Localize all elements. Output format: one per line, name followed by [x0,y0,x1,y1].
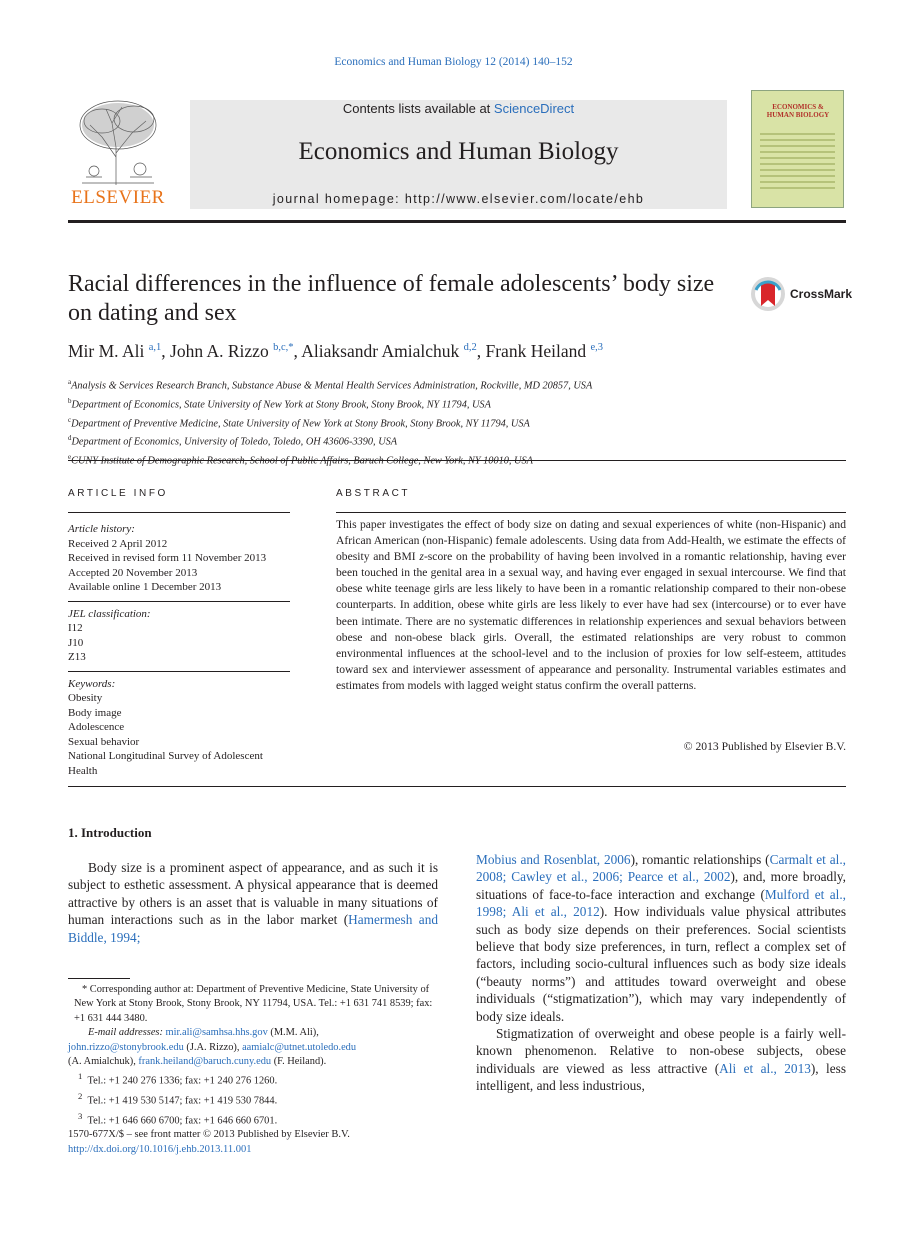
keyword: Sexual behavior [68,735,140,748]
elsevier-wordmark: ELSEVIER [71,187,165,208]
cover-decoration [752,129,843,193]
footnotes [68,983,438,1129]
article-title: Racial differences in the influence of female adolescents’ body size on dating and sex [68,271,715,326]
article-info-heading: ARTICLE INFO [68,488,168,499]
intro-text: ), romantic relationships ( [630,852,770,867]
email-link-rizzo[interactable]: john.rizzo@stonybrook.edu [68,1041,184,1053]
telephone-note [68,1109,438,1129]
history-item: Accepted 20 November 2013 [68,566,198,579]
history-item: Received 2 April 2012 [68,537,168,550]
keywords [68,677,290,785]
email-owner: (M.M. Ali), [267,1027,319,1039]
elsevier-tree-icon [72,97,164,187]
jel-label: JEL classification: [68,607,151,620]
header-divider [68,460,846,461]
article-info [68,522,290,789]
keyword: Body image [68,706,122,719]
footnote-text: Tel.: +1 419 530 5147; fax: +1 419 530 7844. [87,1095,278,1107]
affiliation-text: Department of Economics, State University of New York at Stony Brook, Stony Brook, NY 11794, USA [71,399,491,411]
affiliation-list [68,375,848,469]
email-label: E-mail addresses: [88,1027,163,1039]
journal-name: Economics and Human Biology [298,138,619,165]
corresponding-author-note: * Corresponding author at: Department of Preventive Medicine, State University of New York at Stony Brook, Stony Brook, NY 11794, USA. Tel.: +1 631 741 8539; fax: +1 631 444 3480. [74,984,433,1024]
intro-left-column [68,859,438,946]
email-addresses [68,1026,438,1040]
affiliation-line [68,375,848,394]
jel-code: Z13 [68,651,86,663]
telephone-note [68,1069,438,1089]
citation-link[interactable]: Mobius and Rosenblat, 2006 [476,852,631,867]
author-affiliation-marker[interactable]: d,2 [463,342,477,354]
abstract-text [336,517,846,694]
intro-text: Body size is a prominent aspect of appearance, and as such it is subject to esthetic assessment. A physical appearance that is deemed attractive by others is an asset that is valuable in many situations of human interactions such as in the labor market ( [68,860,438,928]
author-affiliation-marker[interactable]: e,3 [590,342,604,354]
abstract-part2: -score on the probability of having been involved in a romantic relationship, having ever been touched in the genital area in a sexual way, and having ever engaged in sexual intercourse. We find that obese white teenage girls are less likely to have been in a romantic relationship compared to their non-obese counterparts. In addition, obese white girls are less likely to ever have had sex (intercourse) or to ever have been intimate. There are no systematic differences in relationship experiences and sexual behaviors between obese and non-obese black girls. Overall, the estimated relationships are very robust to common environmental influences at the school-level and to the inclusion of proxies for low self-esteem, attitudes toward sex and interviewer assessment of appearance and personality. Instrumental variables estimates and estimates from models with lagged weight status confirm the overall patterns. [336,550,846,692]
citation-link[interactable]: Mulford et al., 1998; Ali et al., 2012 [476,886,846,920]
jel-code: J10 [68,636,84,649]
author-name[interactable]: John A. Rizzo [170,341,269,361]
email-link-ali[interactable]: mir.ali@samhsa.hhs.gov [165,1027,268,1039]
email-owner: (A. Amialchuk), [68,1056,139,1068]
footnote-marker: 3 [78,1111,83,1122]
intro-paragraph-1-cont [476,851,846,1025]
contents-line [190,100,727,116]
intro-right-column [476,851,846,1095]
sciencedirect-link[interactable]: ScienceDirect [493,101,575,116]
telephone-note [68,1089,438,1109]
doi-link[interactable]: http://dx.doi.org/10.1016/j.ehb.2013.11.001 [68,1143,252,1155]
affiliation-text: Department of Preventive Medicine, State University of New York at Stony Brook, Stony Brook, NY 11794, USA [71,418,530,430]
crossmark-label: CrossMark [790,287,853,301]
keywords-label: Keywords: [68,677,116,690]
jel-list [68,621,290,665]
footnote-marker: 2 [78,1091,83,1102]
intro-text: ), less intelligent, and less industrious, [476,1060,846,1094]
introduction-heading: 1. Introduction [68,825,152,840]
jel-classification [68,607,290,672]
affiliation-text: Department of Economics, University of Toledo, Toledo, OH 43606-3390, USA [71,436,398,448]
jel-code: I12 [68,622,83,634]
intro-text: ), and, more broadly, situations of face-to-face interaction and exchange ( [476,869,846,902]
author-name[interactable]: Mir M. Ali [68,341,145,361]
keywords-list [68,691,290,778]
issn-line: 1570-677X/$ – see front matter © 2013 Published by Elsevier B.V. [68,1129,350,1140]
affiliation-marker: b [68,396,72,405]
front-matter [68,1128,468,1157]
article-history [68,522,290,602]
affiliation-text: CUNY Institute of Demographic Research, School of Public Affairs, Baruch College, New York, NY 10010, USA [71,455,533,467]
citation-link[interactable]: Ali et al., 2013 [719,1060,811,1076]
contents-prefix: Contents lists available at [342,101,491,116]
author-affiliation-marker[interactable]: a,1 [148,342,162,354]
history-item: Received in revised form 11 November 2013 [68,552,267,564]
crossmark-badge[interactable] [750,276,853,312]
masthead-rule [68,220,846,223]
author-list: Mir M. Ali $^{a,1}$, John A. Rizzo $^{b,c,*}$, Aliaksandr Amialchuk $^{d,2}$, Frank Heiland $^{e,3}$ [68,341,604,361]
article-info-rule [68,512,290,513]
abstract-copyright: © 2013 Published by Elsevier B.V. [683,740,846,753]
cover-title-line1: ECONOMICS & [772,103,824,111]
history-item: Available online 1 December 2013 [68,581,222,593]
abstract-heading: ABSTRACT [336,488,411,499]
affiliation-line [68,413,848,432]
affiliation-line [68,394,848,413]
crossmark-icon [750,276,786,312]
author-name[interactable]: Aliaksandr Amialchuk [301,341,460,361]
email-link-heiland[interactable]: frank.heiland@baruch.cuny.edu [138,1056,272,1068]
footnote-text: Tel.: +1 646 660 6700; fax: +1 646 660 6701. [87,1115,278,1127]
affiliation-marker: e [68,453,72,462]
footnote-marker: 1 [78,1071,83,1082]
email-addresses-cont2 [68,1055,438,1069]
abstract-part1: This paper investigates the effect of body size on dating and sexual experiences of white (non-Hispanic) and African American (non-Hispanic) female adolescents. Using data from Add-Health, we estimate the effects of obesity and BMI [336,518,846,564]
journal-masthead [190,100,727,209]
article-history-list [68,537,290,595]
article-history-label: Article history: [68,523,135,535]
affiliation-line [68,431,848,450]
telephone-notes [68,1069,438,1129]
keyword: Obesity [68,692,103,704]
abstract-divider [68,786,846,787]
journal-citation[interactable]: Economics and Human Biology 12 (2014) 140–152 [334,56,573,68]
cover-title-line2: HUMAN BIOLOGY [766,111,830,119]
affiliation-marker: a [68,378,72,386]
keyword: National Longitudinal Survey of Adolescent Health [68,750,263,777]
intro-paragraph-2 [476,1025,846,1095]
intro-paragraph-1 [68,859,438,946]
abstract-rule [336,512,846,513]
journal-cover-thumbnail[interactable] [751,90,844,208]
abstract-italic: z [419,550,424,564]
email-owner: (F. Heiland). [271,1056,327,1068]
cover-title [758,103,838,119]
journal-homepage[interactable]: journal homepage: http://www.elsevier.com/locate/ehb [272,192,645,206]
affiliation-marker: c [68,415,72,424]
email-owner: (J.A. Rizzo), [183,1041,243,1053]
elsevier-logo[interactable] [68,95,168,213]
email-link-amialchuk[interactable]: aamialc@utnet.utoledo.edu [242,1041,357,1053]
affiliation-text: Analysis & Services Research Branch, Substance Abuse & Mental Health Services Administration, Rockville, MD 20857, USA [71,380,593,392]
intro-text: ). How individuals value physical attributes such as body size depends on their preferences. Social scientists believe that body size preferences, in turn, reflect a complex set of factors, including socio-cultural influences such as body size ideals (“beauty norms”) and attitudes toward overweight and obese individuals (“stigmatization”), which may vary independently of body size ideals. [476,904,846,1024]
footnote-text: Tel.: +1 240 276 1336; fax: +1 240 276 1260. [87,1075,278,1087]
footnote-rule [68,978,130,979]
author-affiliation-marker[interactable]: b,c,* [273,342,294,354]
affiliation-marker: d [68,434,72,443]
keyword: Adolescence [68,721,125,733]
author-name[interactable]: Frank Heiland [485,341,587,361]
email-addresses-cont [68,1041,438,1055]
intro-text: Stigmatization of overweight and obese people is a fairly well-known phenomenon. Relative to non-obese subjects, obese individuals are viewed as less attractive ( [476,1026,846,1076]
citation-link[interactable]: Carmalt et al., 2008; Cawley et al., 2006; Pearce et al., 2002 [476,852,846,885]
citation-link[interactable]: Hamermesh and Biddle, 1994; [68,912,438,945]
